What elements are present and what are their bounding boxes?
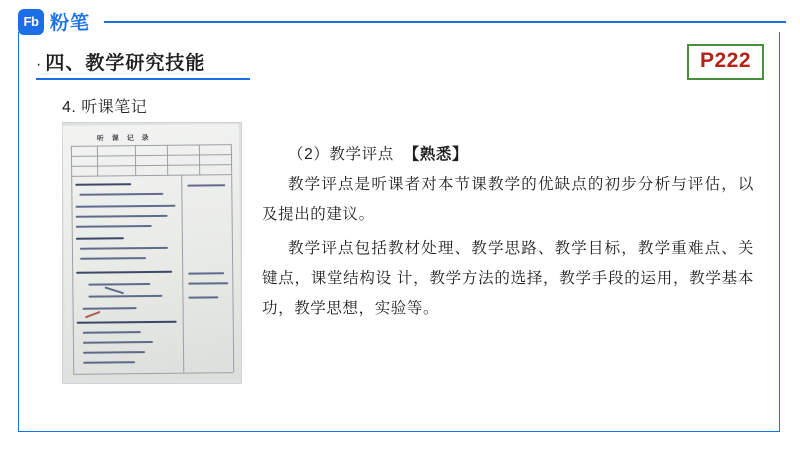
content-body bbox=[262, 140, 754, 328]
content-heading-number: （2） bbox=[288, 146, 330, 163]
content-heading-tag: 【熟悉】 bbox=[403, 146, 469, 163]
note-rule bbox=[231, 144, 234, 372]
content-paragraph-1: 教学评点是听课者对本节课教学的优缺点的初步分析与评估，以及提出的建议。 bbox=[262, 176, 754, 223]
ink-stroke bbox=[76, 225, 152, 227]
section-title-underline bbox=[36, 78, 250, 80]
note-rule bbox=[181, 175, 184, 373]
section-title-text: 四、教学研究技能 bbox=[45, 53, 206, 74]
note-rule bbox=[73, 372, 233, 375]
ink-stroke bbox=[80, 247, 168, 249]
bullet-icon: · bbox=[36, 56, 42, 73]
ink-stroke bbox=[187, 184, 225, 186]
ink-stroke bbox=[105, 286, 125, 293]
note-rule bbox=[135, 145, 136, 175]
note-rule bbox=[71, 144, 231, 147]
note-rule bbox=[71, 146, 74, 374]
note-rule bbox=[199, 144, 200, 174]
brand-logo bbox=[18, 8, 90, 35]
ink-stroke bbox=[83, 361, 135, 363]
ink-stroke bbox=[75, 183, 131, 185]
ink-stroke bbox=[83, 307, 137, 309]
note-title: 听 课 记 录 bbox=[96, 134, 152, 143]
ink-stroke bbox=[88, 295, 162, 297]
ink-stroke bbox=[88, 283, 150, 285]
ink-stroke bbox=[85, 311, 101, 318]
ink-stroke bbox=[83, 351, 145, 353]
ink-stroke bbox=[76, 205, 176, 208]
ink-stroke bbox=[76, 271, 172, 274]
content-heading bbox=[262, 140, 754, 170]
content-heading-title: 教学评点 bbox=[329, 146, 394, 163]
note-rule bbox=[71, 154, 231, 157]
ink-stroke bbox=[83, 331, 141, 333]
sub-heading: 4. 听课笔记 bbox=[62, 99, 148, 116]
ink-stroke bbox=[188, 296, 218, 298]
header-divider bbox=[104, 21, 786, 23]
ink-stroke bbox=[83, 341, 153, 343]
brand-name: 粉笔 bbox=[50, 13, 91, 34]
note-rule bbox=[71, 174, 231, 177]
ink-stroke bbox=[188, 282, 228, 284]
note-rule bbox=[71, 164, 231, 167]
fenbi-logo-icon: Fb bbox=[18, 9, 44, 35]
ink-stroke bbox=[76, 237, 124, 239]
ink-stroke bbox=[80, 257, 146, 259]
ink-stroke bbox=[79, 193, 163, 195]
ink-stroke bbox=[76, 215, 168, 217]
note-rule bbox=[97, 146, 98, 176]
ink-stroke bbox=[188, 272, 224, 274]
handwritten-note-image bbox=[62, 122, 242, 384]
section-title bbox=[36, 48, 205, 75]
content-paragraph-2: 教学评点包括教材处理、教学思路、教学目标，教学重难点、关键点，课堂结构设 计，教学方法的选择，教学手段的运用，教学基本功，教学思想，实验等。 bbox=[262, 240, 754, 317]
ink-stroke bbox=[77, 321, 177, 324]
note-rule bbox=[167, 145, 168, 175]
note-paper bbox=[63, 124, 242, 382]
page-number-badge: P222 bbox=[687, 44, 764, 80]
